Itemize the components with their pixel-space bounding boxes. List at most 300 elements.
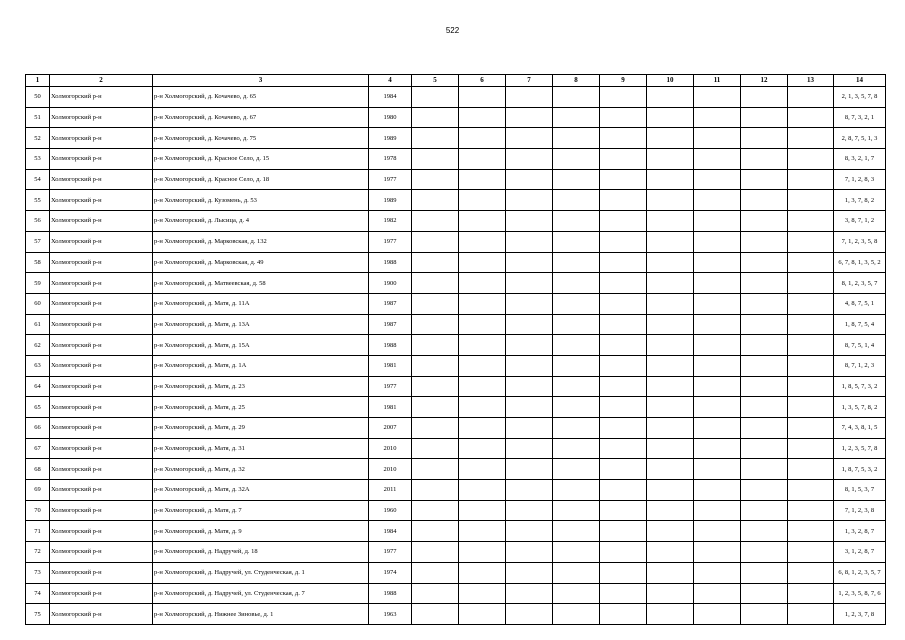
empty-cell	[788, 459, 834, 480]
empty-cell	[600, 418, 647, 439]
year-cell: 1900	[369, 273, 412, 294]
empty-cell	[694, 107, 741, 128]
codes-cell: 7, 1, 2, 8, 3	[834, 169, 886, 190]
table-row	[26, 480, 886, 501]
codes-cell: 8, 1, 5, 3, 7	[834, 480, 886, 501]
empty-cell	[412, 128, 459, 149]
empty-cell	[788, 314, 834, 335]
row-number: 61	[26, 314, 50, 335]
empty-cell	[647, 500, 694, 521]
table-row	[26, 211, 886, 232]
district-cell: Холмогорский р-н	[50, 542, 153, 563]
empty-cell	[459, 87, 506, 108]
empty-cell	[553, 542, 600, 563]
address-cell: р-н Холмогорский, д. Матя, д. 29	[153, 418, 369, 439]
empty-cell	[741, 273, 788, 294]
empty-cell	[459, 562, 506, 583]
empty-cell	[741, 149, 788, 170]
year-cell: 1974	[369, 562, 412, 583]
empty-cell	[553, 438, 600, 459]
empty-cell	[600, 149, 647, 170]
empty-cell	[741, 87, 788, 108]
empty-cell	[553, 169, 600, 190]
empty-cell	[506, 583, 553, 604]
empty-cell	[788, 480, 834, 501]
empty-cell	[506, 521, 553, 542]
empty-cell	[741, 521, 788, 542]
column-header: 9	[600, 75, 647, 87]
empty-cell	[788, 293, 834, 314]
empty-cell	[647, 335, 694, 356]
table-row	[26, 252, 886, 273]
empty-cell	[553, 335, 600, 356]
district-cell: Холмогорский р-н	[50, 418, 153, 439]
empty-cell	[647, 231, 694, 252]
table-row	[26, 500, 886, 521]
codes-cell: 1, 8, 7, 5, 4	[834, 314, 886, 335]
empty-cell	[647, 107, 694, 128]
table-row	[26, 169, 886, 190]
empty-cell	[741, 335, 788, 356]
address-cell: р-н Холмогорский, д. Матя, д. 31	[153, 438, 369, 459]
codes-cell: 3, 1, 2, 8, 7	[834, 542, 886, 563]
empty-cell	[600, 314, 647, 335]
address-cell: р-н Холмогорский, д. Красное Село, д. 18	[153, 169, 369, 190]
empty-cell	[600, 273, 647, 294]
empty-cell	[459, 500, 506, 521]
empty-cell	[506, 355, 553, 376]
year-cell: 2011	[369, 480, 412, 501]
empty-cell	[694, 314, 741, 335]
address-cell: р-н Холмогорский, д. Надручей, ул. Студенческая, д. 1	[153, 562, 369, 583]
empty-cell	[647, 583, 694, 604]
empty-cell	[647, 542, 694, 563]
empty-cell	[647, 190, 694, 211]
district-cell: Холмогорский р-н	[50, 480, 153, 501]
codes-cell: 1, 8, 5, 7, 3, 2	[834, 376, 886, 397]
empty-cell	[506, 314, 553, 335]
table-row	[26, 397, 886, 418]
table-row	[26, 149, 886, 170]
empty-cell	[694, 604, 741, 625]
district-cell: Холмогорский р-н	[50, 107, 153, 128]
empty-cell	[788, 418, 834, 439]
empty-cell	[600, 500, 647, 521]
empty-cell	[553, 500, 600, 521]
column-header: 6	[459, 75, 506, 87]
district-cell: Холмогорский р-н	[50, 252, 153, 273]
empty-cell	[741, 376, 788, 397]
empty-cell	[412, 211, 459, 232]
empty-cell	[459, 293, 506, 314]
table-row	[26, 335, 886, 356]
page-number: 522	[445, 26, 460, 35]
empty-cell	[788, 500, 834, 521]
empty-cell	[694, 273, 741, 294]
table-row	[26, 542, 886, 563]
codes-cell: 8, 7, 1, 2, 3	[834, 355, 886, 376]
empty-cell	[694, 211, 741, 232]
empty-cell	[412, 149, 459, 170]
empty-cell	[741, 562, 788, 583]
row-number: 53	[26, 149, 50, 170]
empty-cell	[647, 87, 694, 108]
empty-cell	[553, 480, 600, 501]
table-row	[26, 418, 886, 439]
empty-cell	[788, 252, 834, 273]
empty-cell	[600, 355, 647, 376]
year-cell: 1977	[369, 231, 412, 252]
empty-cell	[553, 231, 600, 252]
empty-cell	[741, 355, 788, 376]
empty-cell	[694, 459, 741, 480]
district-cell: Холмогорский р-н	[50, 583, 153, 604]
empty-cell	[788, 107, 834, 128]
empty-cell	[600, 293, 647, 314]
empty-cell	[553, 87, 600, 108]
empty-cell	[788, 87, 834, 108]
empty-cell	[412, 335, 459, 356]
table-row	[26, 521, 886, 542]
empty-cell	[694, 438, 741, 459]
empty-cell	[600, 211, 647, 232]
empty-cell	[694, 87, 741, 108]
year-cell: 1963	[369, 604, 412, 625]
column-header: 1	[26, 75, 50, 87]
codes-cell: 4, 8, 7, 5, 1	[834, 293, 886, 314]
empty-cell	[412, 418, 459, 439]
empty-cell	[647, 128, 694, 149]
row-number: 65	[26, 397, 50, 418]
empty-cell	[553, 107, 600, 128]
empty-cell	[647, 376, 694, 397]
district-cell: Холмогорский р-н	[50, 500, 153, 521]
row-number: 63	[26, 355, 50, 376]
table-row	[26, 355, 886, 376]
empty-cell	[506, 231, 553, 252]
row-number: 50	[26, 87, 50, 108]
empty-cell	[412, 273, 459, 294]
empty-cell	[694, 252, 741, 273]
empty-cell	[459, 542, 506, 563]
year-cell: 1977	[369, 169, 412, 190]
empty-cell	[788, 335, 834, 356]
empty-cell	[600, 169, 647, 190]
codes-cell: 1, 8, 7, 5, 3, 2	[834, 459, 886, 480]
empty-cell	[412, 190, 459, 211]
table-row	[26, 459, 886, 480]
empty-cell	[506, 500, 553, 521]
empty-cell	[694, 335, 741, 356]
empty-cell	[506, 128, 553, 149]
empty-cell	[600, 128, 647, 149]
row-number: 68	[26, 459, 50, 480]
empty-cell	[600, 521, 647, 542]
year-cell: 1989	[369, 128, 412, 149]
empty-cell	[788, 190, 834, 211]
year-cell: 1984	[369, 87, 412, 108]
empty-cell	[459, 107, 506, 128]
codes-cell: 1, 3, 5, 7, 8, 2	[834, 397, 886, 418]
empty-cell	[553, 459, 600, 480]
empty-cell	[694, 149, 741, 170]
district-cell: Холмогорский р-н	[50, 314, 153, 335]
empty-cell	[647, 252, 694, 273]
codes-cell: 6, 8, 1, 2, 3, 5, 7	[834, 562, 886, 583]
address-cell: р-н Холмогорский, д. Марковская, д. 49	[153, 252, 369, 273]
empty-cell	[412, 604, 459, 625]
row-number: 58	[26, 252, 50, 273]
year-cell: 1989	[369, 190, 412, 211]
row-number: 57	[26, 231, 50, 252]
empty-cell	[506, 335, 553, 356]
empty-cell	[600, 459, 647, 480]
empty-cell	[741, 128, 788, 149]
district-cell: Холмогорский р-н	[50, 376, 153, 397]
empty-cell	[788, 604, 834, 625]
empty-cell	[694, 542, 741, 563]
empty-cell	[600, 583, 647, 604]
empty-cell	[506, 397, 553, 418]
empty-cell	[741, 211, 788, 232]
district-cell: Холмогорский р-н	[50, 355, 153, 376]
year-cell: 1978	[369, 149, 412, 170]
codes-cell: 8, 3, 2, 1, 7	[834, 149, 886, 170]
empty-cell	[600, 604, 647, 625]
empty-cell	[741, 459, 788, 480]
empty-cell	[694, 583, 741, 604]
empty-cell	[647, 397, 694, 418]
empty-cell	[553, 376, 600, 397]
empty-cell	[553, 604, 600, 625]
empty-cell	[506, 562, 553, 583]
district-cell: Холмогорский р-н	[50, 128, 153, 149]
row-number: 51	[26, 107, 50, 128]
address-cell: р-н Холмогорский, д. Матвеевская, д. 58	[153, 273, 369, 294]
table-row	[26, 231, 886, 252]
empty-cell	[647, 459, 694, 480]
empty-cell	[600, 335, 647, 356]
empty-cell	[506, 293, 553, 314]
address-cell: р-н Холмогорский, д. Кочачево, д. 67	[153, 107, 369, 128]
empty-cell	[694, 418, 741, 439]
empty-cell	[741, 293, 788, 314]
district-cell: Холмогорский р-н	[50, 190, 153, 211]
row-number: 59	[26, 273, 50, 294]
empty-cell	[412, 376, 459, 397]
table-row	[26, 604, 886, 625]
empty-cell	[506, 107, 553, 128]
table-row	[26, 273, 886, 294]
empty-cell	[412, 252, 459, 273]
empty-cell	[412, 314, 459, 335]
empty-cell	[412, 542, 459, 563]
empty-cell	[788, 231, 834, 252]
codes-cell: 2, 1, 3, 5, 7, 8	[834, 87, 886, 108]
year-cell: 1981	[369, 355, 412, 376]
address-cell: р-н Холмогорский, д. Кузомень, д. 53	[153, 190, 369, 211]
empty-cell	[647, 604, 694, 625]
column-header: 7	[506, 75, 553, 87]
empty-cell	[459, 252, 506, 273]
empty-cell	[788, 149, 834, 170]
empty-cell	[506, 211, 553, 232]
row-number: 54	[26, 169, 50, 190]
empty-cell	[506, 418, 553, 439]
empty-cell	[788, 583, 834, 604]
empty-cell	[741, 190, 788, 211]
empty-cell	[459, 397, 506, 418]
empty-cell	[506, 190, 553, 211]
row-number: 55	[26, 190, 50, 211]
empty-cell	[412, 293, 459, 314]
empty-cell	[647, 438, 694, 459]
table-row	[26, 190, 886, 211]
empty-cell	[788, 438, 834, 459]
empty-cell	[741, 542, 788, 563]
empty-cell	[459, 314, 506, 335]
row-number: 67	[26, 438, 50, 459]
empty-cell	[788, 211, 834, 232]
empty-cell	[412, 480, 459, 501]
column-header: 4	[369, 75, 412, 87]
empty-cell	[412, 87, 459, 108]
empty-cell	[647, 355, 694, 376]
codes-cell: 6, 7, 8, 1, 3, 5, 2	[834, 252, 886, 273]
empty-cell	[788, 521, 834, 542]
empty-cell	[459, 169, 506, 190]
district-cell: Холмогорский р-н	[50, 211, 153, 232]
codes-cell: 7, 1, 2, 3, 5, 8	[834, 231, 886, 252]
year-cell: 1987	[369, 314, 412, 335]
empty-cell	[459, 376, 506, 397]
table-row	[26, 107, 886, 128]
row-number: 62	[26, 335, 50, 356]
year-cell: 1981	[369, 397, 412, 418]
empty-cell	[459, 521, 506, 542]
empty-cell	[412, 169, 459, 190]
empty-cell	[553, 252, 600, 273]
year-cell: 1977	[369, 542, 412, 563]
empty-cell	[553, 583, 600, 604]
year-cell: 1982	[369, 211, 412, 232]
empty-cell	[600, 231, 647, 252]
address-cell: р-н Холмогорский, д. Матя, д. 23	[153, 376, 369, 397]
year-cell: 1987	[369, 293, 412, 314]
empty-cell	[459, 273, 506, 294]
row-number: 73	[26, 562, 50, 583]
district-cell: Холмогорский р-н	[50, 149, 153, 170]
column-header: 11	[694, 75, 741, 87]
codes-cell: 8, 7, 3, 2, 1	[834, 107, 886, 128]
row-number: 72	[26, 542, 50, 563]
row-number: 71	[26, 521, 50, 542]
empty-cell	[788, 562, 834, 583]
address-cell: р-н Холмогорский, д. Надручей, д. 18	[153, 542, 369, 563]
empty-cell	[600, 376, 647, 397]
empty-cell	[506, 480, 553, 501]
empty-cell	[694, 293, 741, 314]
empty-cell	[553, 314, 600, 335]
address-cell: р-н Холмогорский, д. Матя, д. 1А	[153, 355, 369, 376]
empty-cell	[694, 480, 741, 501]
empty-cell	[506, 542, 553, 563]
empty-cell	[647, 562, 694, 583]
empty-cell	[647, 211, 694, 232]
year-cell: 1988	[369, 252, 412, 273]
empty-cell	[412, 107, 459, 128]
data-table	[25, 74, 886, 625]
empty-cell	[459, 211, 506, 232]
empty-cell	[741, 480, 788, 501]
empty-cell	[600, 438, 647, 459]
empty-cell	[412, 438, 459, 459]
empty-cell	[553, 562, 600, 583]
empty-cell	[412, 583, 459, 604]
codes-cell: 8, 7, 5, 1, 4	[834, 335, 886, 356]
row-number: 74	[26, 583, 50, 604]
empty-cell	[647, 521, 694, 542]
empty-cell	[694, 562, 741, 583]
column-header: 3	[153, 75, 369, 87]
empty-cell	[788, 376, 834, 397]
row-number: 75	[26, 604, 50, 625]
year-cell: 2010	[369, 438, 412, 459]
row-number: 60	[26, 293, 50, 314]
address-cell: р-н Холмогорский, д. Матя, д. 11А	[153, 293, 369, 314]
address-cell: р-н Холмогорский, д. Кочачево, д. 65	[153, 87, 369, 108]
empty-cell	[741, 500, 788, 521]
empty-cell	[553, 418, 600, 439]
codes-cell: 8, 1, 2, 3, 5, 7	[834, 273, 886, 294]
address-cell: р-н Холмогорский, д. Матя, д. 25	[153, 397, 369, 418]
table-row	[26, 314, 886, 335]
empty-cell	[600, 252, 647, 273]
empty-cell	[459, 231, 506, 252]
address-cell: р-н Холмогорский, д. Марковская, д. 132	[153, 231, 369, 252]
empty-cell	[694, 521, 741, 542]
empty-cell	[506, 87, 553, 108]
address-cell: р-н Холмогорский, д. Лысица, д. 4	[153, 211, 369, 232]
row-number: 70	[26, 500, 50, 521]
district-cell: Холмогорский р-н	[50, 273, 153, 294]
empty-cell	[412, 459, 459, 480]
empty-cell	[741, 314, 788, 335]
empty-cell	[459, 604, 506, 625]
district-cell: Холмогорский р-н	[50, 397, 153, 418]
table-row	[26, 562, 886, 583]
codes-cell: 1, 2, 3, 5, 7, 8	[834, 438, 886, 459]
empty-cell	[647, 314, 694, 335]
district-cell: Холмогорский р-н	[50, 604, 153, 625]
row-number: 69	[26, 480, 50, 501]
district-cell: Холмогорский р-н	[50, 438, 153, 459]
codes-cell: 3, 8, 7, 1, 2	[834, 211, 886, 232]
codes-cell: 7, 1, 2, 3, 8	[834, 500, 886, 521]
district-cell: Холмогорский р-н	[50, 562, 153, 583]
address-cell: р-н Холмогорский, д. Надручей, ул. Студенческая, д. 7	[153, 583, 369, 604]
year-cell: 2007	[369, 418, 412, 439]
address-cell: р-н Холмогорский, д. Матя, д. 32А	[153, 480, 369, 501]
year-cell: 2010	[369, 459, 412, 480]
empty-cell	[459, 438, 506, 459]
empty-cell	[647, 273, 694, 294]
empty-cell	[553, 149, 600, 170]
table-row	[26, 128, 886, 149]
empty-cell	[459, 355, 506, 376]
empty-cell	[647, 418, 694, 439]
column-header: 10	[647, 75, 694, 87]
